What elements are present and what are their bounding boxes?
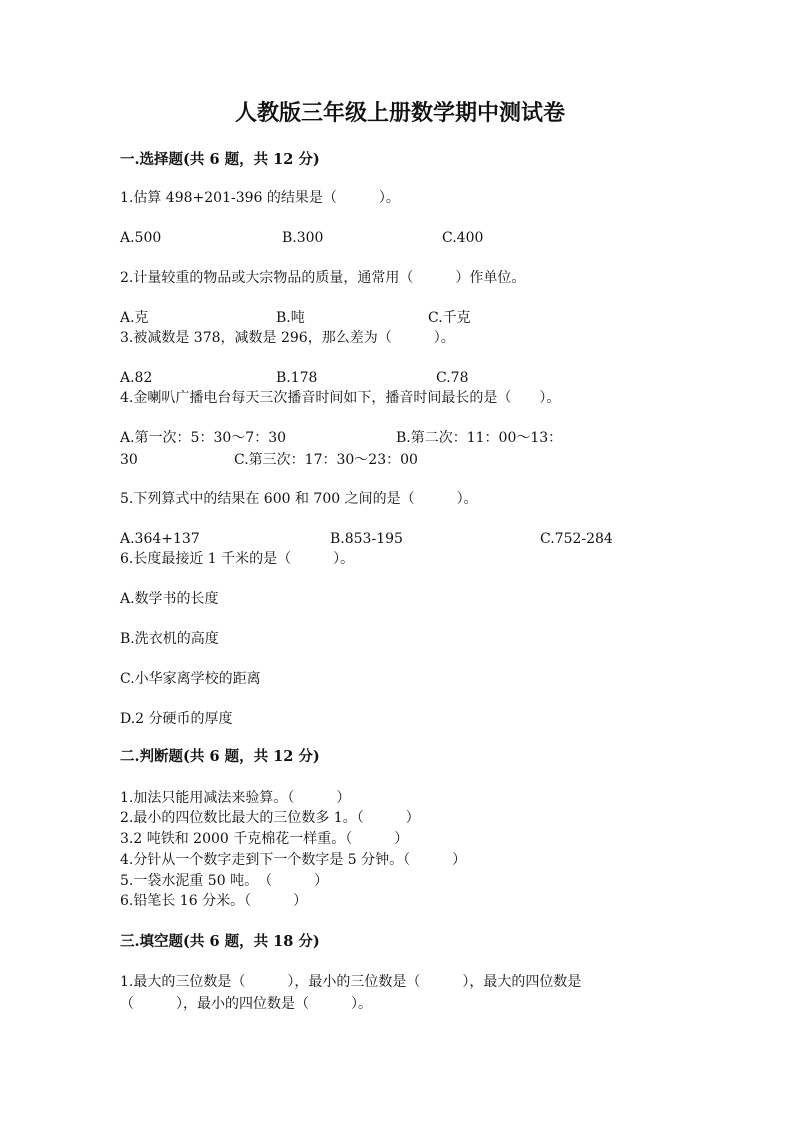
option-c: C.小华家离学校的距离 (120, 671, 261, 687)
section-heading-fill-in: 三.填空题(共 6 题，共 18 分) (120, 933, 320, 950)
option-a: A.500 (120, 230, 162, 246)
judgement-item: 5.一袋水泥重 50 吨。 （ ） (120, 873, 329, 889)
option-b: B.178 (276, 370, 318, 386)
section-heading-judgement: 二.判断题(共 6 题，共 12 分) (120, 748, 320, 765)
option-b: B.洗衣机的高度 (120, 631, 219, 647)
option-a: A.数学书的长度 (120, 591, 219, 607)
option-c: C.第三次：17：30～23：00 (234, 452, 418, 468)
question-stem: 2.计量较重的物品或大宗物品的质量，通常用（ ）作单位。 (120, 270, 526, 286)
question-stem: 1.估算 498+201-396 的结果是（ ）。 (120, 190, 400, 206)
option-d: D.2 分硬币的厚度 (120, 711, 233, 727)
option-b-continued: 30 (120, 452, 138, 468)
judgement-item: 4.分针从一个数字走到下一个数字是 5 分钟。（ ） (120, 852, 467, 868)
question-stem: 6.长度最接近 1 千米的是（ ）。 (120, 551, 355, 567)
option-b: B.853-195 (330, 531, 403, 547)
fill-in-question-line: 1.最大的三位数是（ ），最小的三位数是（ ），最大的四位数是 (120, 974, 582, 990)
option-a: A.82 (120, 370, 153, 386)
option-b: B.第二次：11：00～13： (396, 430, 563, 446)
question-stem: 5.下列算式中的结果在 600 和 700 之间的是（ ）。 (120, 491, 478, 507)
option-b: B.300 (282, 230, 324, 246)
question-stem: 4.金喇叭广播电台每天三次播音时间如下，播音时间最长的是（ ）。 (120, 390, 561, 406)
option-a: A.第一次：5：30～7：30 (120, 430, 287, 446)
option-c: C.千克 (428, 310, 471, 326)
judgement-item: 1.加法只能用减法来验算。（ ） (120, 790, 351, 806)
judgement-item: 2.最小的四位数比最大的三位数多 1。（ ） (120, 810, 420, 826)
judgement-item: 6.铅笔长 16 分米。（ ） (120, 893, 308, 909)
option-c: C.78 (436, 370, 469, 386)
option-c: C.752-284 (540, 531, 613, 547)
judgement-item: 3.2 吨铁和 2000 千克棉花一样重。（ ） (120, 831, 409, 847)
section-heading-choice: 一.选择题(共 6 题，共 12 分) (120, 151, 320, 168)
fill-in-question-line: （ ），最小的四位数是（ ）。 (120, 996, 372, 1012)
option-a: A.364+137 (120, 531, 200, 547)
option-b: B.吨 (276, 310, 305, 326)
option-c: C.400 (442, 230, 484, 246)
option-a: A.克 (120, 310, 149, 326)
question-stem: 3.被减数是 378，减数是 296，那么差为（ ）。 (120, 330, 455, 346)
page-title: 人教版三年级上册数学期中测试卷 (234, 100, 565, 126)
